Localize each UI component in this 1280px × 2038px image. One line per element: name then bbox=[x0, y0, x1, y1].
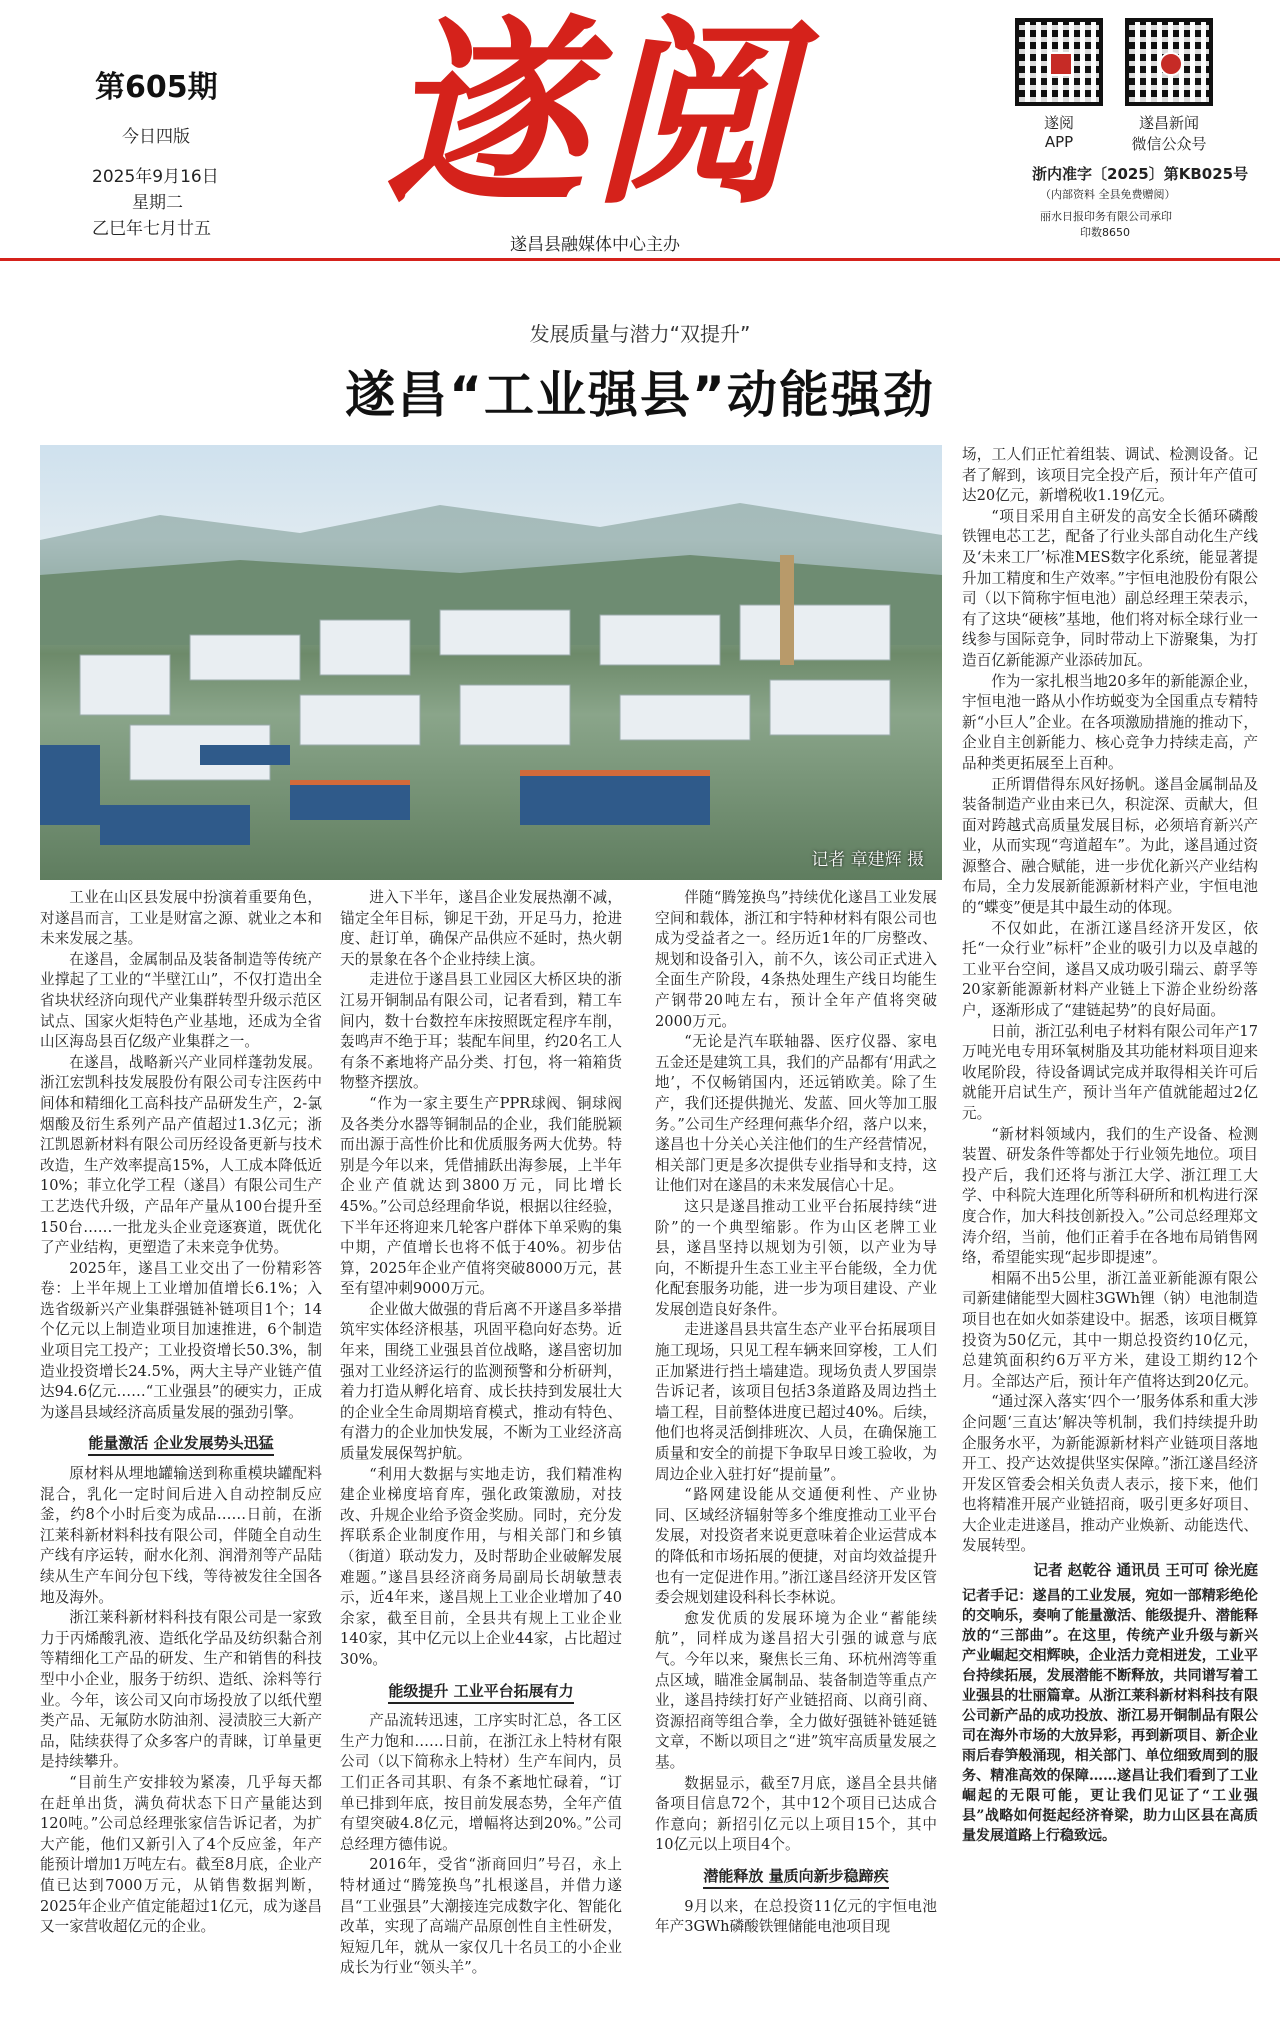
paragraph: 日前，浙江弘利电子材料有限公司年产17万吨光电专用环氧树脂及其功能材料项目迎来收尾阶段，待设备调试完成并取得相关许可后就能开启试生产，预计当年产值就能超过2亿元。 bbox=[962, 1022, 1258, 1122]
paragraph: “新材料领域内，我们的生产设备、检测装置、研发条件等都处于行业领先地位。项目投产后，我们还将与浙江大学、浙江理工大学、中科院大连理化所等科研所和机构进行深度合作，加大科技创新投入。”公司总经理郑文涛介绍，当前，他们正着手在各地布局销售网络，希望能实现“起步即提速”。 bbox=[962, 1125, 1258, 1267]
edition-count: 今日四版 bbox=[122, 127, 190, 147]
paragraph: “项目采用自主研发的高安全长循环磷酸铁锂电芯工艺，配备了行业头部自动化生产线及‘未来工厂’标准MES数字化系统，能显著提升加工精度和生产效率。”宇恒电池股份有限公司（以下简称宇恒电池）副总经理王荣表示，有了这块“硬核”基地，他们将对标全球行业一线参与国际竞争，同时带动上下游聚集，为打造百亿新能源产业添砖加瓦。 bbox=[962, 507, 1258, 669]
qr-code-icon bbox=[1125, 18, 1213, 106]
article-kicker: 发展质量与潜力“双提升” bbox=[529, 322, 751, 346]
section-subhead: 能级提升 工业平台拓展有力 bbox=[340, 1681, 622, 1702]
paragraph: 在遂昌，战略新兴产业同样蓬勃发展。浙江宏凯科技发展股份有限公司专注医药中间体和精细化工高科技产品研发生产，2-氯烟酸及衍生系列产品产值超过1.3亿元；浙江凯恩新材料有限公司历经设备更新与技术改造，生产效率提高15%，人工成本降低近10%；菲立化学工程（遂昌）有限公司生产工艺迭代升级，产品年产量从100台提升至150台……一批龙头企业竞逐赛道，既优化了产业结构，更塑造了未来竞争优势。 bbox=[40, 1053, 322, 1257]
license-number: 浙内准字〔2025〕第KB025号 bbox=[1032, 165, 1249, 183]
paragraph: “作为一家主要生产PPR球阀、铜球阀及各类分水器等铜制品的企业，我们能脱颖而出源于高性价比和优质服务两大优势。特别是今年以来，凭借捕跃出海参展，上半年企业产值就达到3800万元，同比增长45%。”公司总经理俞华说，根据以往经验，下半年还将迎来几轮客户群体下单采购的集中期，产值增长也将不低于40%。初步估算，2025年企业产值将突破8000万元，甚至有望冲刺9000万元。 bbox=[340, 1094, 622, 1298]
paragraph: 不仅如此，在浙江遂昌经济开发区，依托“一众行业”标杆”企业的吸引力以及卓越的工业平台空间，遂昌又成功吸引瑞云、蔚孚等20家新能源新材料产业链上下游企业纷纷落户，逐渐形成了“建链起势”的良好局面。 bbox=[962, 919, 1258, 1020]
section-subhead: 潜能释放 量质向新步稳蹄疾 bbox=[655, 1866, 937, 1887]
internal-note: （内部资料 全县免费赠阅） bbox=[1040, 188, 1176, 201]
paragraph: “通过深入落实‘四个一’服务体系和重大涉企问题‘三直达’解决等机制，我们持续提升助企服务水平，为新能源新材料产业链项目落地开工、投产达效提供坚实保障。”浙江遂昌经济开发区管委会相关负责人表示，接下来，他们也将精准开展产业链招商，吸引更多好项目、大企业走进遂昌，推动产业焕新、动能迭代、发展转型。 bbox=[962, 1393, 1258, 1555]
qr-app[interactable] bbox=[1015, 18, 1103, 151]
paragraph: 这只是遂昌推动工业平台拓展持续“进阶”的一个典型缩影。作为山区老牌工业县，遂昌坚持以规划为引领，以产业为导向，不断提升生态工业主平台能级，全力优化配套服务功能，进一步为项目建设、产业发展创造良好条件。 bbox=[655, 1197, 937, 1318]
paragraph: 在遂昌，金属制品及装备制造等传统产业撑起了工业的“半壁江山”，不仅打造出全省块状经济向现代产业集群转型升级示范区试点、国家火炬特色产业基地，还成为全省山区海岛县百亿级产业集群之一。 bbox=[40, 950, 322, 1051]
article-column-1 bbox=[40, 888, 322, 1938]
industrial-park-photo bbox=[40, 445, 942, 880]
paragraph: 进入下半年，遂昌企业发展热潮不减，锚定全年目标，铆足干劲，开足马力，抢进度、赶订单，确保产品供应不延时，热火朝天的景象在各个企业持续上演。 bbox=[340, 889, 622, 968]
weekday: 星期二 bbox=[132, 193, 183, 213]
print-count: 印数8650 bbox=[1080, 226, 1130, 239]
paragraph: “无论是汽车联轴器、医疗仪器、家电五金还是建筑工具，我们的产品都有‘用武之地’，不仅畅销国内，还远销欧美。除了生产，我们还提供抛光、发蓝、回火等加工服务。”公司生产经理何燕华介绍，落户以来，遂昌也十分关心关注他们的生产经营情况，相关部门更是多次提供专业指导和支持，这让他们对在遂昌的未来发展信心十足。 bbox=[655, 1033, 937, 1195]
paragraph: 场，工人们正忙着组装、调试、检测设备。记者了解到，该项目完全投产后，预计年产值可达20亿元，新增税收1.19亿元。 bbox=[962, 446, 1258, 505]
masthead-logo: 遂阅 bbox=[385, 0, 798, 232]
paragraph: 作为一家扎根当地20多年的新能源企业，宇恒电池一路从小作坊蜕变为全国重点专精特新“小巨人”企业。在各项激励措施的推动下，企业自主创新能力、核心竞争力持续走高，产品种类更拓展至上百种。 bbox=[962, 672, 1258, 772]
paragraph: 相隔不出5公里，浙江盖亚新能源有限公司新建储能型大圆柱3GWh锂（钠）电池制造项目也在如火如荼建设中。据悉，该项目概算投资为50亿元，其中一期总投资约10亿元，总建筑面积约6万平方米，建设工期约12个月。全部达产后，预计年产值将达到20亿元。 bbox=[962, 1269, 1258, 1390]
printer-info: 丽水日报印务有限公司承印 bbox=[1040, 210, 1172, 223]
reporter-note: 记者手记：遂昌的工业发展，宛如一部精彩绝伦的交响乐，奏响了能量激活、能级提升、潜能释放的“三部曲”。在这里，传统产业升级与新兴产业崛起交相辉映，企业活力竞相迸发，工业平台持续拓展，发展潜能不断释放，共同谱写着工业强县的壮丽篇章。从浙江莱科新材料科技有限公司新产品的成功投放、浙江易开铜制品有限公司在海外市场的大放异彩，再到新项目、新企业雨后春笋般涌现，相关部门、单位细致周到的服务、精准高效的保障……遂昌让我们看到了工业崛起的无限可能，更让我们见证了“工业强县”战略如何挺起经济脊梁，助力山区县在高质量发展道路上行稳致远。 bbox=[962, 1587, 1258, 1844]
qr-code-icon bbox=[1015, 18, 1103, 106]
article-byline: 记者 赵乾谷 通讯员 王可可 徐光庭 bbox=[1033, 1562, 1258, 1580]
paragraph: 浙江莱科新材料科技有限公司是一家致力于丙烯酸乳液、造纸化学品及纺织黏合剂等精细化工产品的研发、生产和销售的科技型中小企业，服务于纺织、造纸、涂料等行业。今年，该公司又向市场投放了以纸代塑类产品、无氟防水防油剂、浸渍胶三大新产品，陆续获得了众多客户的青睐，订单量更是持续攀升。 bbox=[40, 1609, 322, 1771]
qr-app-sublabel: APP bbox=[1044, 133, 1074, 151]
masthead-divider bbox=[0, 258, 1280, 261]
qr-app-label: 遂阅 bbox=[1043, 114, 1074, 132]
paragraph: 企业做大做强的背后离不开遂昌多举措筑牢实体经济根基，巩固平稳向好态势。近年来，围绕工业强县首位战略，遂昌密切加强对工业经济运行的监测预警和分析研判，着力打造从孵化培育、成长扶持到发展壮大的企业全生命周期培育模式，推动有特色、有潜力的企业加快发展，不断为工业经济高质量发展保驾护航。 bbox=[340, 1300, 622, 1463]
paragraph: 2016年，受省“浙商回归”号召，永上特材通过“腾笼换鸟”扎根遂昌，并借力遂昌“工业强县”大潮接连完成数字化、智能化改革，实现了高端产品原创性自主性研发，短短几年，就从一家仅几十名员工的小企业成长为行业“领头羊”。 bbox=[340, 1856, 622, 1977]
qr-wechat-label: 遂昌新闻 bbox=[1138, 114, 1199, 132]
paragraph: 愈发优质的发展环境为企业“蓄能续航”，同样成为遂昌招大引强的诚意与底气。今年以来，聚焦长三角、环杭州湾等重点区域，瞄准金属制品、装备制造等重点产业，遂昌持续打好产业链招商、以商引商、资源招商等组合拳，全力做好强链补链延链文章，不断以项目之“进”筑牢高质量发展之基。 bbox=[655, 1609, 937, 1771]
issue-number: 第605期 bbox=[95, 70, 218, 105]
paragraph: 9月以来，在总投资11亿元的宇恒电池年产3GWh磷酸铁锂储能电池项目现 bbox=[655, 1897, 937, 1936]
paragraph: 产品流转迅速，工序实时汇总，各工区生产力饱和……日前，在浙江永上特材有限公司（以下简称永上特材）生产车间内，员工们正各司其职、有条不紊地忙碌着，“订单已排到年底，按目前发展态势，全年产值有望突破4.8亿元，增幅将达到20%。”公司总经理方德伟说。 bbox=[340, 1712, 622, 1853]
lunar-date: 乙巳年七月廿五 bbox=[92, 219, 211, 239]
paragraph: 原材料从埋地罐输送到称重模块罐配料混合，乳化一定时间后进入自动控制反应釜，约8个小时后变为成品……日前，在浙江莱科新材料科技有限公司，伴随全自动生产线有序运转，耐水化剂、润滑剂等产品陆续从生产车间分包下线，等待被发往全国各地及海外。 bbox=[40, 1465, 322, 1606]
article-column-4 bbox=[962, 445, 1258, 1846]
paragraph: 走进位于遂昌县工业园区大桥区块的浙江易开铜制品有限公司，记者看到，精工车间内，数十台数控车床按照既定程序车削，轰鸣声不绝于耳；装配车间里，约20名工人有条不紊地将产品分类、打包，将一箱箱货物整齐摆放。 bbox=[340, 971, 622, 1092]
sponsor-line: 遂昌县融媒体中心主办 bbox=[510, 235, 680, 255]
section-subhead: 能量激活 企业发展势头迅猛 bbox=[40, 1433, 322, 1454]
paragraph: 工业在山区县发展中扮演着重要角色，对遂昌而言，工业是财富之源、就业之本和未来发展之基。 bbox=[40, 889, 322, 948]
qr-wechat[interactable] bbox=[1125, 18, 1213, 154]
article-headline: 遂昌“工业强县”动能强劲 bbox=[345, 366, 935, 424]
paragraph: “目前生产安排较为紧凑，几乎每天都在赶单出货，满负荷状态下日产量能达到120吨。”公司总经理张家信告诉记者，为扩大产能，他们又新引入了4个反应釜，年产能预计增加1万吨左右。截至8月底，企业产值已达到7000万元，从销售数据判断，2025年企业产值定能超过1亿元，成为遂昌又一家营收超亿元的企业。 bbox=[40, 1773, 322, 1936]
paragraph: “路网建设能从交通便利性、产业协同、区域经济辐射等多个维度推动工业平台发展，对投资者来说更意味着企业运营成本的降低和市场拓展的便捷，对亩均效益提升也有一定促进作用。”浙江遂昌经济开发区管委会规划建设科科长李林说。 bbox=[655, 1486, 937, 1607]
article-column-2 bbox=[340, 888, 622, 1979]
article-column-3 bbox=[655, 888, 937, 1938]
qr-wechat-sublabel: 微信公众号 bbox=[1131, 135, 1207, 153]
paragraph: “利用大数据与实地走访，我们精准构建企业梯度培育库，强化政策激励，对技改、升规企业给予资金奖励。同时，充分发挥联系企业制度作用，与相关部门和乡镇（街道）联动发力，及时帮助企业破解发展难题。”遂昌县经济商务局副局长胡敏慧表示，近4年来，遂昌规上工业企业增加了40余家，截至目前，全县共有规上工业企业140家，其中亿元以上企业44家，占比超过30%。 bbox=[340, 1465, 622, 1668]
paragraph: 正所谓借得东风好扬帆。遂昌金属制品及装备制造产业由来已久，积淀深、贡献大，但面对跨越式高质量发展目标，必须培育新兴产业，从而实现“弯道超车”。为此，遂昌通过资源整合、融合赋能，进一步优化新兴产业结构布局，全力发展新能源新材料产业，宇恒电池的“蝶变”便是其中最生动的体现。 bbox=[962, 775, 1258, 917]
publish-date: 2025年9月16日 bbox=[92, 167, 219, 187]
photo-illustration bbox=[40, 445, 942, 880]
paragraph: 走进遂昌县共富生态产业平台拓展项目施工现场，只见工程车辆来回穿梭，工人们正加紧进行挡土墙建造。现场负责人罗国崇告诉记者，该项目包括3条道路及周边挡土墙工程，目前整体进度已超过40%。后续，他们也将灵活倒排班次、人员，在确保施工质量和安全的前提下争取早日竣工验收，为周边企业入驻打好“提前量”。 bbox=[655, 1321, 937, 1483]
photo-credit: 记者 章建辉 摄 bbox=[811, 850, 924, 870]
paragraph: 伴随“腾笼换鸟”持续优化遂昌工业发展空间和载体，浙江和宇特种材料有限公司也成为受益者之一。经历近1年的厂房整改、规划和设备引入，前不久，该公司正式进入全面生产阶段，4条热处理生产线日均能生产钢带20吨左右，预计全年产值将突破2000万元。 bbox=[655, 889, 937, 1030]
paragraph: 数据显示，截至7月底，遂昌全县共储备项目信息72个，其中12个项目已达成合作意向；新招引亿元以上项目15个，其中10亿元以上项目4个。 bbox=[655, 1774, 937, 1854]
paragraph: 2025年，遂昌工业交出了一份精彩答卷：上半年规上工业增加值增长6.1%；入选省级新兴产业集群强链补链项目1个；14个亿元以上制造业项目加速推进，6个制造业项目完工投产；工业投资增长50.3%，制造业投资增长24.5%，两大主导产业链产值达94.6亿元……“工业强县”的硬实力，正成为遂昌县域经济高质量发展的强劲引擎。 bbox=[40, 1259, 322, 1421]
